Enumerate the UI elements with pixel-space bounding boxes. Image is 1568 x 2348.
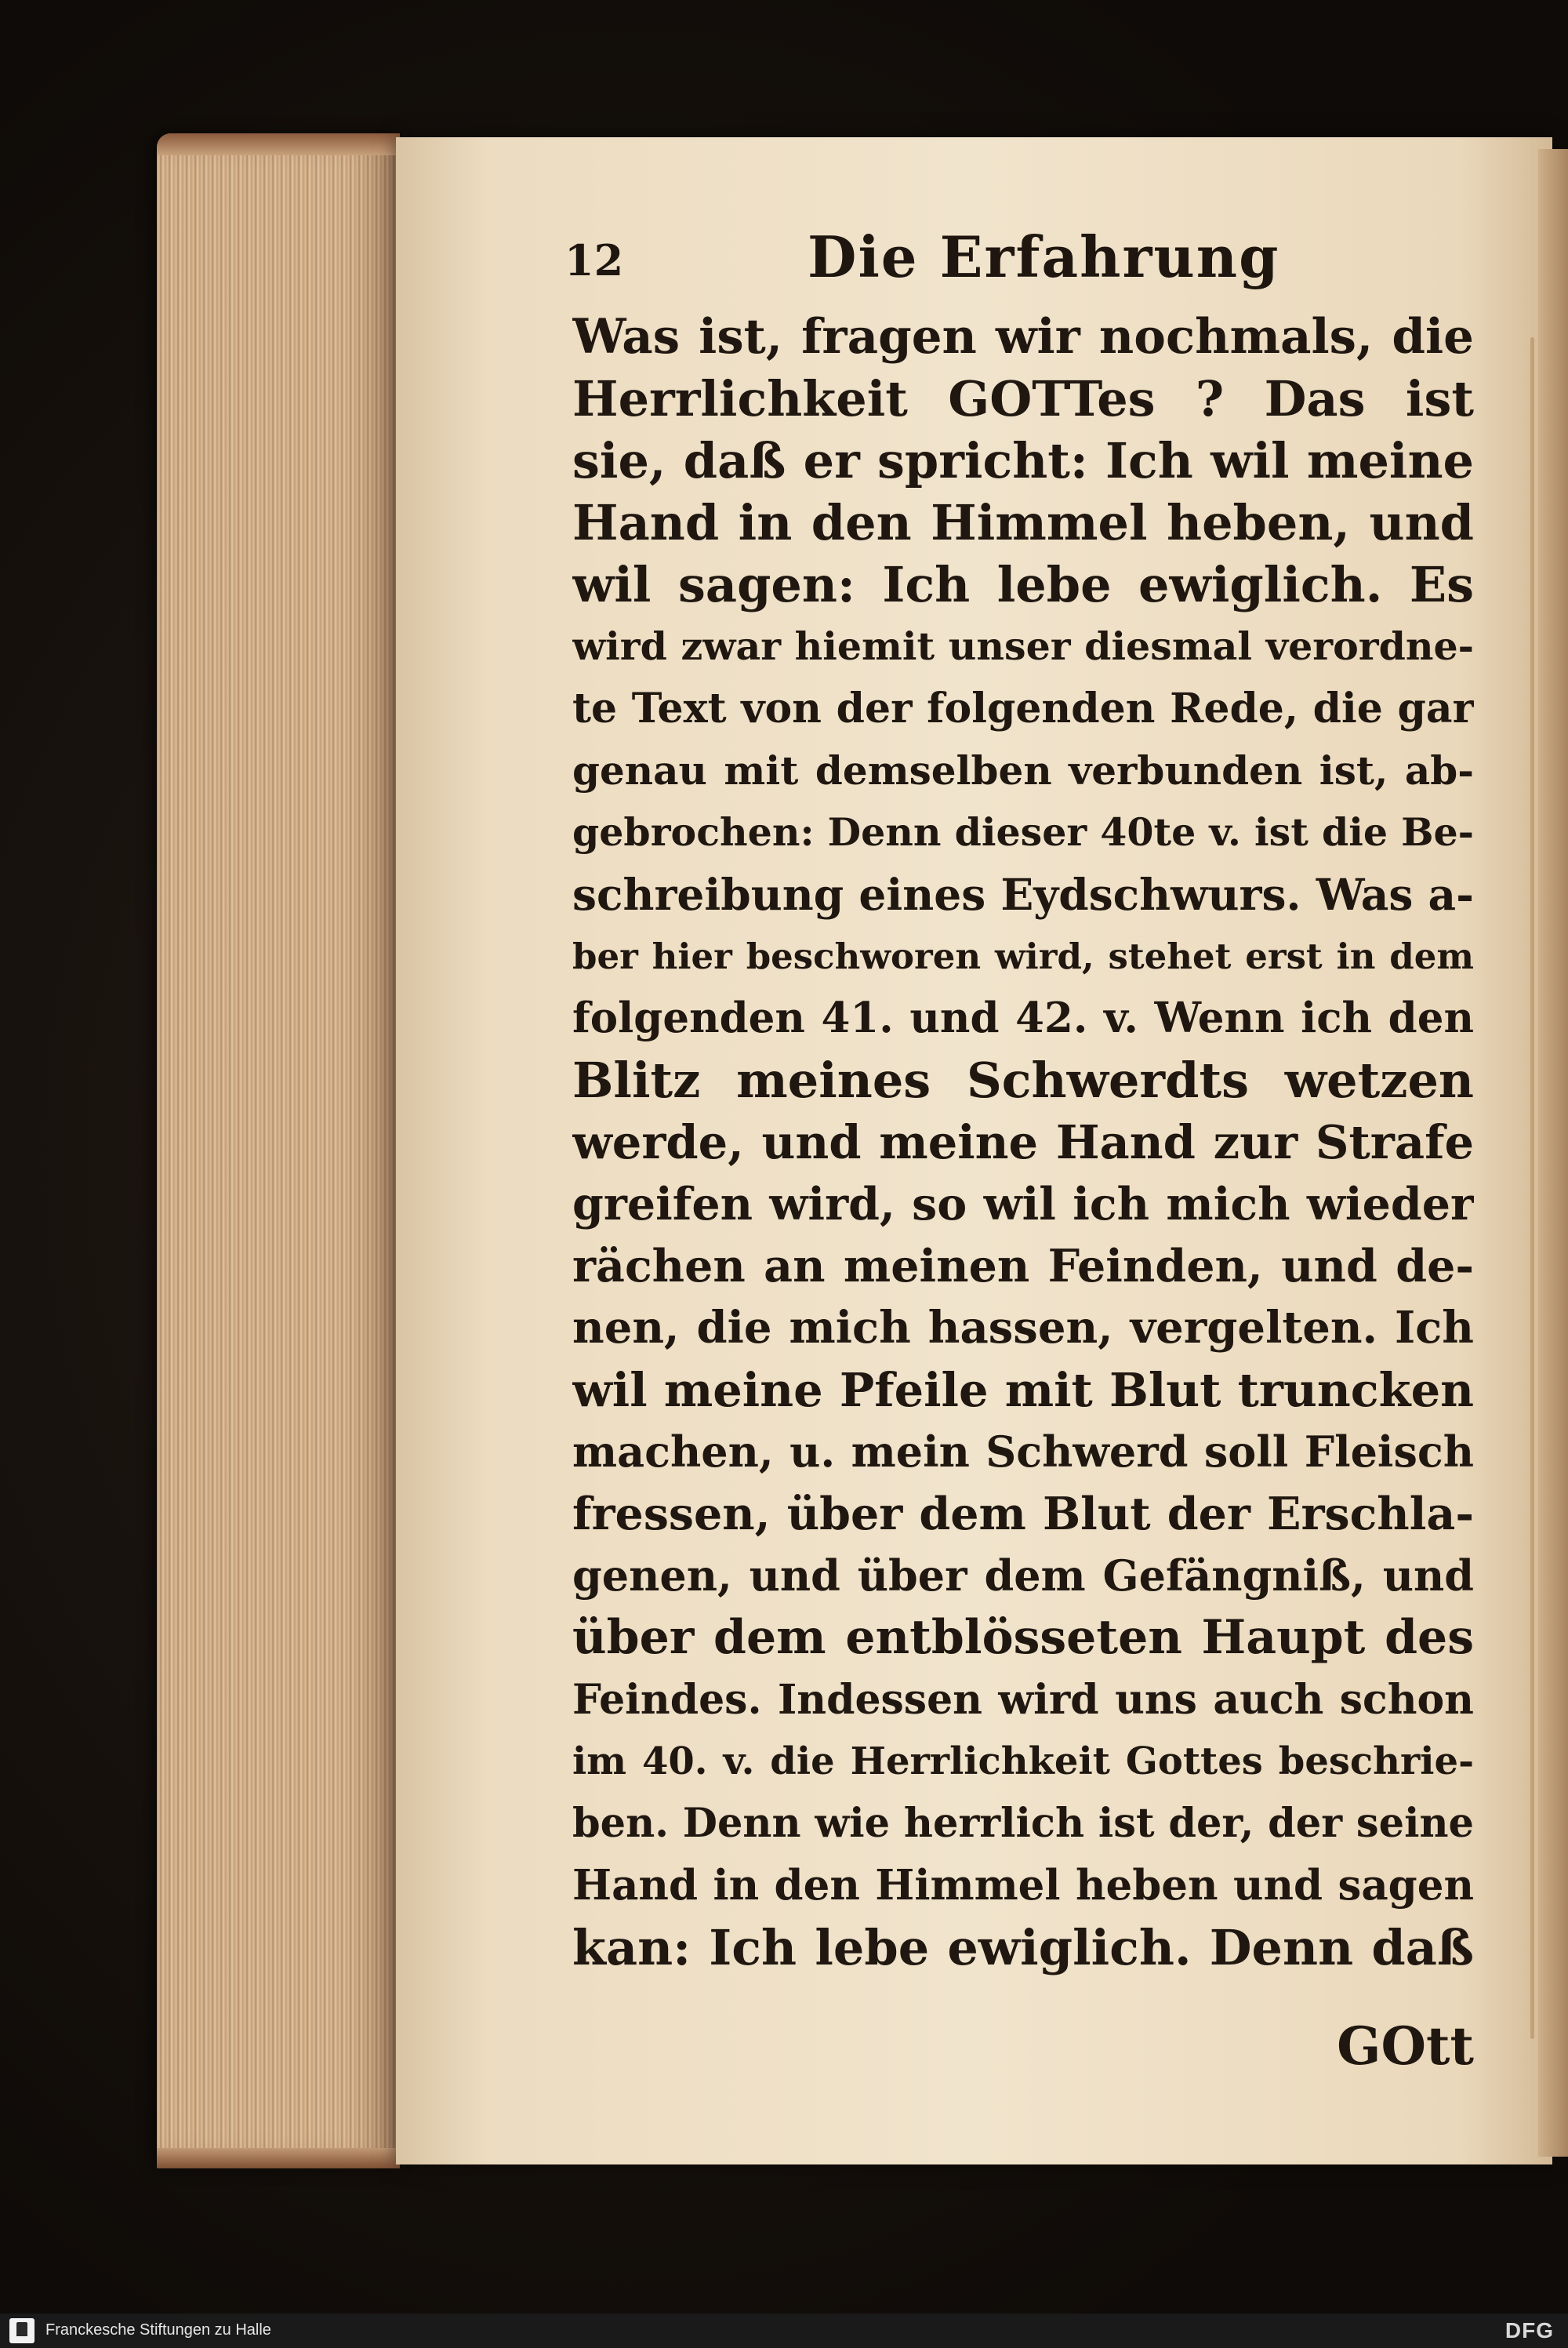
text-line: ber hier beschworen wird, stehet erst in dem (572, 936, 1474, 977)
text-line: Blitz meines Schwerdts wetzen (572, 1052, 1474, 1109)
book-page-edges (157, 133, 400, 2168)
catchword: GOtt (1337, 2015, 1474, 2077)
text-line: rächen an meinen Feinden, und de- (572, 1240, 1474, 1292)
text-line: sie, daß er spricht: Ich wil meine (572, 432, 1474, 489)
text-line: machen, u. mein Schwerd soll Fleisch (572, 1427, 1474, 1477)
text-line: Feindes. Indessen wird uns auch schon (572, 1676, 1474, 1724)
text-line: über dem entblösseten Haupt des (572, 1610, 1474, 1665)
dfg-logo: DFG (1504, 2318, 1554, 2343)
text-line: Hand in den Himmel heben, und (572, 494, 1474, 551)
text-line: Herrlichkeit GOTTes ? Das ist (572, 370, 1474, 427)
page-number: 12 (564, 235, 624, 285)
text-line: werde, und meine Hand zur Strafe (572, 1115, 1474, 1169)
text-line: ben. Denn wie herrlich ist der, der seine (572, 1800, 1474, 1847)
running-header: Die Erfahrung (808, 224, 1280, 290)
text-line: genau mit demselben verbunden ist, ab- (572, 747, 1474, 794)
page-body-text (572, 306, 1474, 1979)
text-line: wil meine Pfeile mit Blut truncken (572, 1363, 1474, 1417)
text-line: te Text von der folgenden Rede, die gar (572, 685, 1474, 732)
text-line: genen, und über dem Gefängniß, und (572, 1550, 1474, 1601)
text-line: folgenden 41. und 42. v. Wenn ich den (572, 994, 1474, 1042)
institution-name: Franckesche Stiftungen zu Halle (45, 2321, 271, 2339)
facing-page-edge (1538, 149, 1568, 2157)
text-line: schreibung eines Eydschwurs. Was a- (572, 869, 1474, 920)
text-line: wil sagen: Ich lebe ewiglich. Es (572, 556, 1474, 613)
institution-logo-icon (9, 2318, 34, 2343)
viewer-footer (0, 2313, 1568, 2348)
text-line: im 40. v. die Herrlichkeit Gottes beschrie- (572, 1739, 1474, 1783)
text-line: gebrochen: Denn dieser 40te v. ist die Be- (572, 809, 1474, 855)
gutter-shadow (1530, 337, 1534, 2039)
text-line: greifen wird, so wil ich mich wieder (572, 1178, 1474, 1230)
text-line: wird zwar hiemit unser diesmal verordne- (572, 623, 1474, 669)
text-line: Was ist, fragen wir nochmals, die (572, 309, 1474, 365)
text-line: kan: Ich lebe ewiglich. Denn daß (572, 1919, 1474, 1976)
text-line: nen, die mich hassen, vergelten. Ich (572, 1302, 1474, 1354)
text-line: fressen, über dem Blut der Erschla- (572, 1488, 1474, 1540)
text-line: Hand in den Himmel heben und sagen (572, 1861, 1474, 1910)
